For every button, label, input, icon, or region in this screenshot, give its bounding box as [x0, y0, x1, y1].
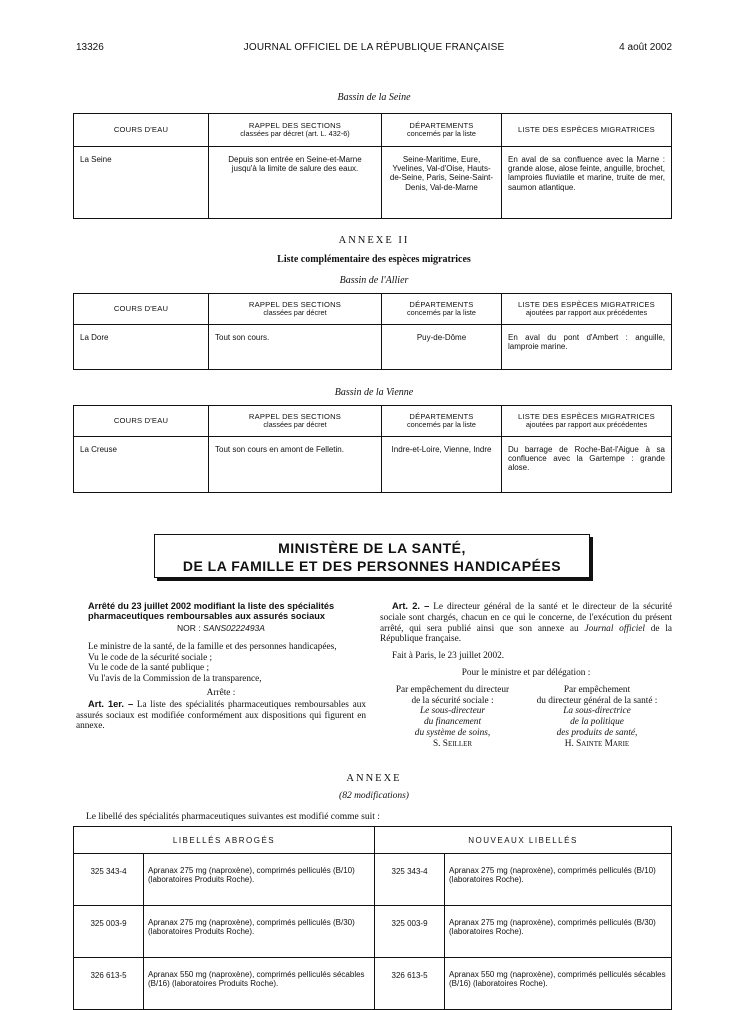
annexe-intro: Le libellé des spécialités pharmaceutiques suivantes est modifié comme suit : — [86, 812, 380, 822]
table-row: 325 003-9 Apranax 275 mg (naproxène), comprimés pelliculés (B/30) (laboratoires Produits Roche). 325 003-9 Apranax 275 mg (naproxène), comprimés pelliculés (B/30) (laboratoires Roche). — [74, 906, 672, 958]
allier-table — [73, 293, 672, 370]
table-cell: En aval de sa confluence avec la Marne : grande alose, alose feinte, anguille, brochet, lamproies fluviatile et marine, truite de mer, saumon atlantique. — [502, 147, 672, 219]
th-liste: LISTE DES ESPÈCES MIGRATRICES ajoutées par rapport aux précédentes — [502, 406, 672, 437]
page-number: 13326 — [76, 42, 104, 53]
arrete-intro: Le ministre de la santé, de la famille et des personnes handicapées, — [88, 641, 337, 652]
table-cell: Tout son cours en amont de Felletin. — [209, 437, 382, 493]
annexe-ii-subtitle: Liste complémentaire des espèces migratrices — [277, 254, 471, 265]
ministry-line1: MINISTÈRE DE LA SANTÉ, — [278, 540, 466, 556]
th-cours: COURS D'EAU — [74, 406, 209, 437]
th-departements: DÉPARTEMENTS concernés par la liste — [382, 406, 502, 437]
annexe-ii-title: ANNEXE II — [338, 235, 410, 246]
th-libelles-abroges: LIBELLÉS ABROGÉS — [74, 827, 375, 854]
table-cell: Depuis son entrée en Seine-et-Marne jusqu'à la limite de salure des eaux. — [209, 147, 382, 219]
vu-2: Vu le code de la santé publique ; — [88, 663, 210, 674]
vu-1: Vu le code de la sécurité sociale ; — [88, 652, 213, 663]
arrete-word: Arrête : — [206, 687, 236, 698]
table-cell: Seine-Maritime, Eure, Yvelines, Val-d'Oise, Hauts-de-Seine, Paris, Seine-Saint-Denis, Val-de-Marne — [382, 147, 502, 219]
th-nouveaux-libelles: NOUVEAUX LIBELLÉS — [375, 827, 672, 854]
vienne-table — [73, 405, 672, 493]
arrete-title: Arrêté du 23 juillet 2002 modifiant la liste des spécialités pharmaceutiques remboursables aux assurés sociaux — [88, 601, 335, 621]
annexe-title: ANNEXE — [346, 773, 402, 784]
allier-basin-title: Bassin de l'Allier — [339, 275, 409, 286]
th-rappel: RAPPEL DES SECTIONS classées par décret (art. L. 432-6) — [209, 114, 382, 147]
nor-line: NOR : SANS0222493A — [177, 623, 265, 633]
fait-a-paris: Fait à Paris, le 23 juillet 2002. — [392, 651, 505, 662]
ministry-line2: DE LA FAMILLE ET DES PERSONNES HANDICAPÉES — [182, 558, 562, 574]
table-cell: Puy-de-Dôme — [382, 325, 502, 370]
libelles-table — [73, 826, 672, 1010]
table-cell: Du barrage de Roche-Bat-l'Aigue à sa confluence avec la Gartempe : grande alose. — [502, 437, 672, 493]
th-departements: DÉPARTEMENTS concernés par la liste — [382, 294, 502, 325]
annexe-modifications: (82 modifications) — [339, 791, 409, 801]
signature-right: Par empêchement du directeur général de la santé : La sous-directrice de la politique des produits de santé, H. Sainte Marie — [536, 684, 658, 749]
page-header — [76, 42, 672, 56]
article-2: Art. 2. – Le directeur général de la santé et le directeur de la sécurité sociale sont chargés, chacun en ce qui le concerne, de l'exécution du présent arrêté, qui sera publié ainsi que son annexe au Journal officiel de la République française. — [380, 601, 673, 645]
arrete-left-column — [76, 601, 366, 732]
table-row: 326 613-5 Apranax 550 mg (naproxène), comprimés pelliculés sécables (B/16) (laboratoires Produits Roche). 326 613-5 Apranax 550 mg (naproxène), comprimés pelliculés sécables (B/16) (laboratoires Roche). — [74, 958, 672, 1010]
th-departements: DÉPARTEMENTS concernés par la liste — [382, 114, 502, 147]
th-liste: LISTE DES ESPÈCES MIGRATRICES — [502, 114, 672, 147]
table-cell: En aval du pont d'Ambert : anguille, lamproie marine. — [502, 325, 672, 370]
th-rappel: RAPPEL DES SECTIONS classées par décret — [209, 294, 382, 325]
th-cours: COURS D'EAU — [74, 114, 209, 147]
pour-le-ministre: Pour le ministre et par délégation : — [461, 667, 591, 678]
seine-basin-title: Bassin de la Seine — [337, 92, 411, 103]
signatures — [380, 684, 672, 749]
table-cell: La Dore — [74, 325, 209, 370]
journal-title: JOURNAL OFFICIEL DE LA RÉPUBLIQUE FRANÇAISE — [243, 42, 505, 53]
signature-left: Par empêchement du directeur de la sécurité sociale : Le sous-directeur du financement du système de soins, S. Seiller — [395, 684, 510, 749]
table-cell: Indre-et-Loire, Vienne, Indre — [382, 437, 502, 493]
table-row: 325 343-4 Apranax 275 mg (naproxène), comprimés pelliculés (B/10) (laboratoires Produits Roche). 325 343-4 Apranax 275 mg (naproxène), comprimés pelliculés (B/10) (laboratoires Roche). — [74, 854, 672, 906]
ministry-banner — [154, 534, 590, 578]
table-cell: Tout son cours. — [209, 325, 382, 370]
seine-table — [73, 113, 672, 219]
vu-3: Vu l'avis de la Commission de la transparence, — [88, 674, 262, 685]
arrete-right-column — [380, 601, 673, 749]
issue-date: 4 août 2002 — [619, 42, 672, 53]
vienne-basin-title: Bassin de la Vienne — [334, 387, 414, 398]
article-1: Art. 1er. – La liste des spécialités pharmaceutiques remboursables aux assurés sociaux est modifiée conformément aux dispositions qui figurent en annexe. — [76, 698, 366, 732]
th-liste: LISTE DES ESPÈCES MIGRATRICES ajoutées par rapport aux précédentes — [502, 294, 672, 325]
table-cell: La Seine — [74, 147, 209, 219]
table-cell: La Creuse — [74, 437, 209, 493]
th-rappel: RAPPEL DES SECTIONS classées par décret — [209, 406, 382, 437]
th-cours: COURS D'EAU — [74, 294, 209, 325]
